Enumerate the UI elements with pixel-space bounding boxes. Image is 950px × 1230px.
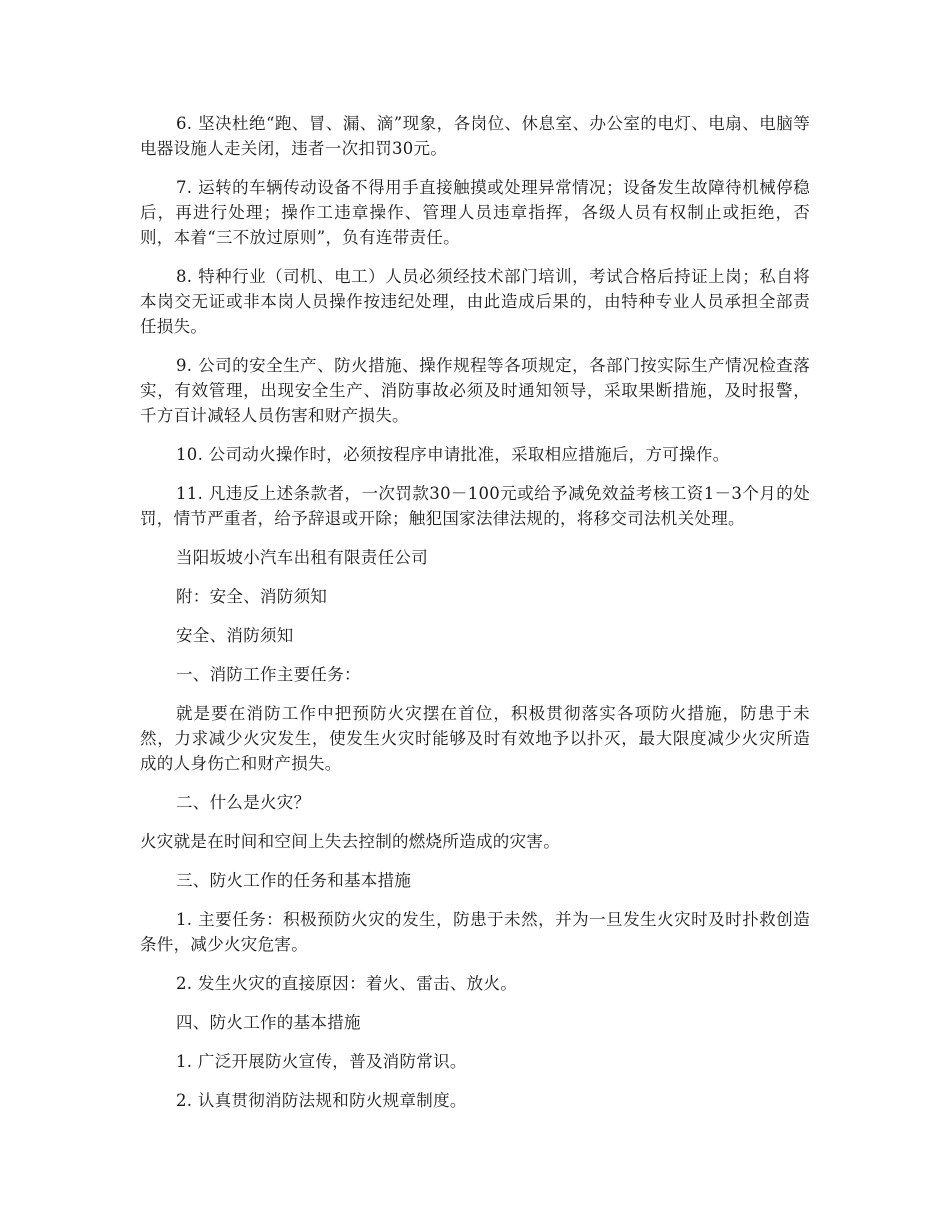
rule-10-paragraph: 10. 公司动火操作时，必须按程序申请批准，采取相应措施后，方可操作。	[176, 445, 730, 464]
rule-8-paragraph: 8. 特种行业（司机、电工）人员必须经技术部门培训，考试合格后持证上岗；私自将本岗交无证或非本岗人员操作按违纪处理，由此造成后果的，由特种专业人员承担全部责任损失。	[140, 267, 810, 336]
company-name: 当阳坂坡小汽车出租有限责任公司	[176, 548, 428, 567]
rule-9-paragraph: 9. 公司的安全生产、防火措施、操作规程等各项规定，各部门按实际生产情况检查落实，有效管理，出现安全生产、消防事故必须及时通知领导，采取果断措施，及时报警，千方百计减轻人员伤害和财产损失。	[140, 356, 810, 425]
section-4-item-2: 2. 认真贯彻消防法规和防火规章制度。	[176, 1091, 467, 1110]
section-4-heading: 四、防火工作的基本措施	[176, 1013, 361, 1032]
section-3-item-1: 1. 主要任务：积极预防火灾的发生，防患于未然，并为一旦发生火灾时及时扑救创造条件，减少火灾危害。	[140, 910, 810, 954]
section-3-item-2: 2. 发生火灾的直接原因：着火、雷击、放火。	[176, 974, 518, 993]
rule-7-paragraph: 7. 运转的车辆传动设备不得用手直接触摸或处理异常情况；设备发生故障待机械停稳后，再进行处理；操作工违章操作、管理人员违章指挥，各级人员有权制止或拒绝，否则，本着“三不放过原则”，负有连带责任。	[140, 178, 810, 247]
section-2-body: 火灾就是在时间和空间上失去控制的燃烧所造成的灾害。	[140, 832, 560, 851]
document-page	[140, 111, 810, 1127]
notice-title: 安全、消防须知	[176, 626, 294, 645]
section-1-heading: 一、消防工作主要任务：	[176, 665, 361, 684]
section-4-item-1: 1. 广泛开展防火宣传，普及消防常识。	[176, 1052, 467, 1071]
appendix-note: 附：安全、消防须知	[176, 587, 328, 606]
rule-11-paragraph: 11. 凡违反上述条款者，一次罚款30－100元或给予减免效益考核工资1－3个月的处罚，情节严重者，给予辞退或开除；触犯国家法律法规的，将移交司法机关处理。	[140, 484, 810, 528]
rule-6-paragraph: 6. 坚决杜绝“跑、冒、漏、滴”现象，各岗位、休息室、办公室的电灯、电扇、电脑等电器设施人走关闭，违者一次扣罚30元。	[140, 114, 810, 158]
section-2-heading: 二、什么是火灾？	[176, 793, 311, 812]
section-3-heading: 三、防火工作的任务和基本措施	[176, 871, 412, 890]
section-1-body: 就是要在消防工作中把预防火灾摆在首位，积极贯彻落实各项防火措施，防患于未然，力求减少火灾发生，使发生火灾时能够及时有效地予以扑灭，最大限度减少火灾所造成的人身伤亡和财产损失。	[140, 704, 810, 773]
